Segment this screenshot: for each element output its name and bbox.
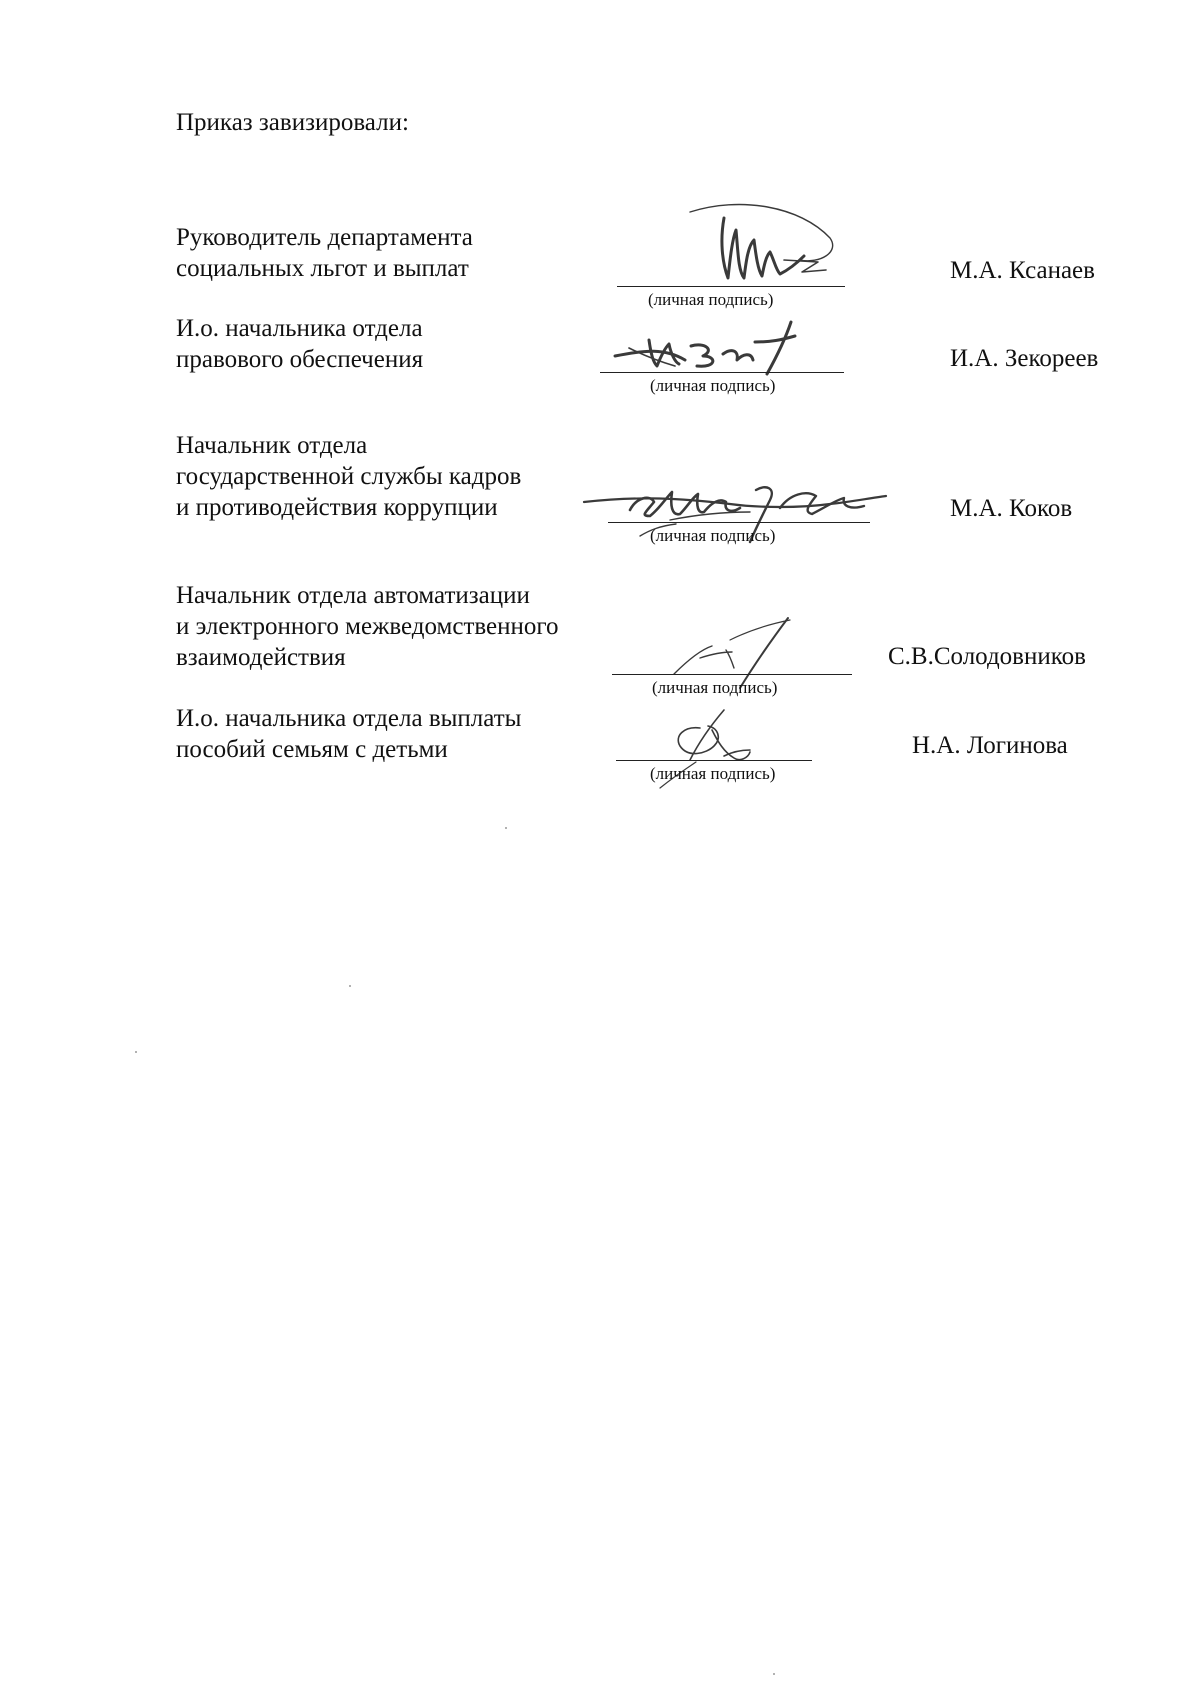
signatory-position xyxy=(176,703,521,765)
position-line: взаимодействия xyxy=(176,644,346,671)
signatory-name: Н.А. Логинова xyxy=(912,732,1068,759)
signature-line xyxy=(600,372,844,373)
position-line: пособий семьям с детьми xyxy=(176,736,448,763)
scan-speck xyxy=(773,1673,775,1675)
signature-caption: (личная подпись) xyxy=(650,764,776,783)
signatory-position xyxy=(176,222,473,284)
handwritten-signature xyxy=(605,320,825,380)
position-line: Начальник отдела xyxy=(176,432,368,459)
position-line: Начальник отдела автоматизации xyxy=(176,582,530,609)
signatory-name: С.В.Солодовников xyxy=(888,643,1086,670)
position-line: государственной службы кадров xyxy=(176,463,522,490)
signature-line xyxy=(616,760,812,761)
signature-line xyxy=(608,522,870,523)
position-line: правового обеспечения xyxy=(176,346,424,373)
position-line: и электронного межведомственного xyxy=(176,613,559,640)
scan-speck xyxy=(349,985,351,987)
position-line: И.о. начальника отдела выплаты xyxy=(176,705,522,732)
signature-caption: (личная подпись) xyxy=(650,376,776,395)
signature-caption: (личная подпись) xyxy=(650,526,776,545)
signature-caption: (личная подпись) xyxy=(648,290,774,309)
signatory-position xyxy=(176,430,521,523)
handwritten-signature xyxy=(650,200,850,290)
scan-speck xyxy=(505,827,507,829)
signature-line xyxy=(612,674,852,675)
position-line: Руководитель департамента xyxy=(176,224,473,251)
position-line: И.о. начальника отдела xyxy=(176,315,423,342)
signature-caption: (личная подпись) xyxy=(652,678,778,697)
position-line: социальных льгот и выплат xyxy=(176,255,469,282)
approvals-heading: Приказ завизировали: xyxy=(176,109,409,136)
signatory-name: М.А. Коков xyxy=(950,495,1073,522)
signatory-name: М.А. Ксанаев xyxy=(950,257,1095,284)
signatory-name: И.А. Зекореев xyxy=(950,345,1099,372)
signatory-position xyxy=(176,313,423,375)
signatory-position xyxy=(176,580,559,673)
scan-speck xyxy=(135,1051,137,1053)
position-line: и противодействия коррупции xyxy=(176,494,498,521)
signature-line xyxy=(617,286,845,287)
